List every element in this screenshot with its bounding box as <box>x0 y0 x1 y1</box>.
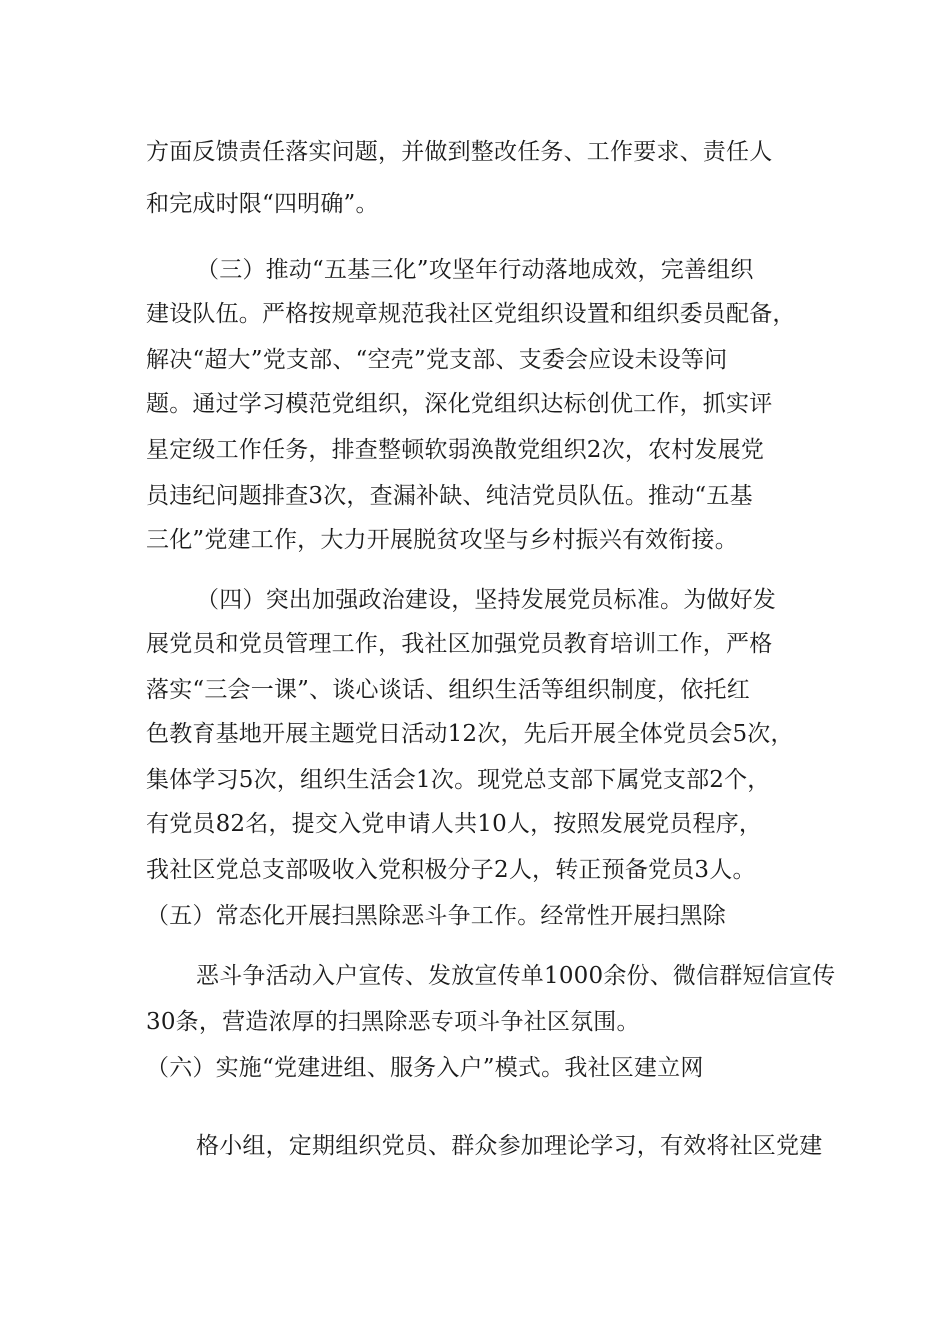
text-line: 员违纪问题排查3次，查漏补缺、纯洁党员队伍。推动“五基 <box>146 483 753 509</box>
text-line: 集体学习5次，组织生活会1次。现党总支部下属党支部2个， <box>146 767 771 793</box>
text-line: （六）实施“党建进组、服务入户”模式。我社区建立网 <box>146 1055 704 1081</box>
text-line: 有党员82名，提交入党申请人共10人，按照发展党员程序， <box>146 811 763 837</box>
paragraph-heading-5: 恶斗争活动入户宣传、发放宣传单1000余份、微信群短信宣传 <box>196 963 836 989</box>
text-line: 解决“超大”党支部、“空壳”党支部、支委会应设未设等问 <box>146 347 728 373</box>
text-line <box>146 1172 826 1212</box>
text-line: 我社区党总支部吸收入党积极分子2人，转正预备党员3人。 <box>146 857 756 883</box>
paragraph-heading-4: （四）突出加强政治建设，坚持发展党员标准。为做好发 <box>196 587 776 613</box>
text-line: 展党员和党员管理工作，我社区加强党员教育培训工作，严格 <box>146 631 773 657</box>
paragraph-heading-6: 格小组，定期组织党员、群众参加理论学习，有效将社区党建 <box>196 1133 823 1159</box>
paragraph-heading-3: （三）推动“五基三化”攻坚年行动落地成效，完善组织 <box>196 257 754 283</box>
text-line: 和完成时限“四明确”。 <box>146 191 379 217</box>
text-line: 落实“三会一课”、谈心谈话、组织生活等组织制度，依托红 <box>146 677 750 703</box>
text-line: 色教育基地开展主题党日活动12次，先后开展全体党员会5次， <box>146 721 794 747</box>
text-line: 方面反馈责任落实问题，并做到整改任务、工作要求、责任人 <box>146 139 773 165</box>
text-line: 题。通过学习模范党组织，深化党组织达标创优工作，抓实评 <box>146 391 773 417</box>
text-line: 三化”党建工作，大力开展脱贫攻坚与乡村振兴有效衔接。 <box>146 527 738 553</box>
text-line: （五）常态化开展扫黑除恶斗争工作。经常性开展扫黑除 <box>146 903 726 929</box>
text-line: 星定级工作任务，排查整顿软弱涣散党组织2次，农村发展党 <box>146 437 765 463</box>
text-line: 建设队伍。严格按规章规范我社区党组织设置和组织委员配备， <box>146 301 796 327</box>
text-line: 30条，营造浓厚的扫黑除恶专项斗争社区氛围。 <box>146 1009 640 1035</box>
